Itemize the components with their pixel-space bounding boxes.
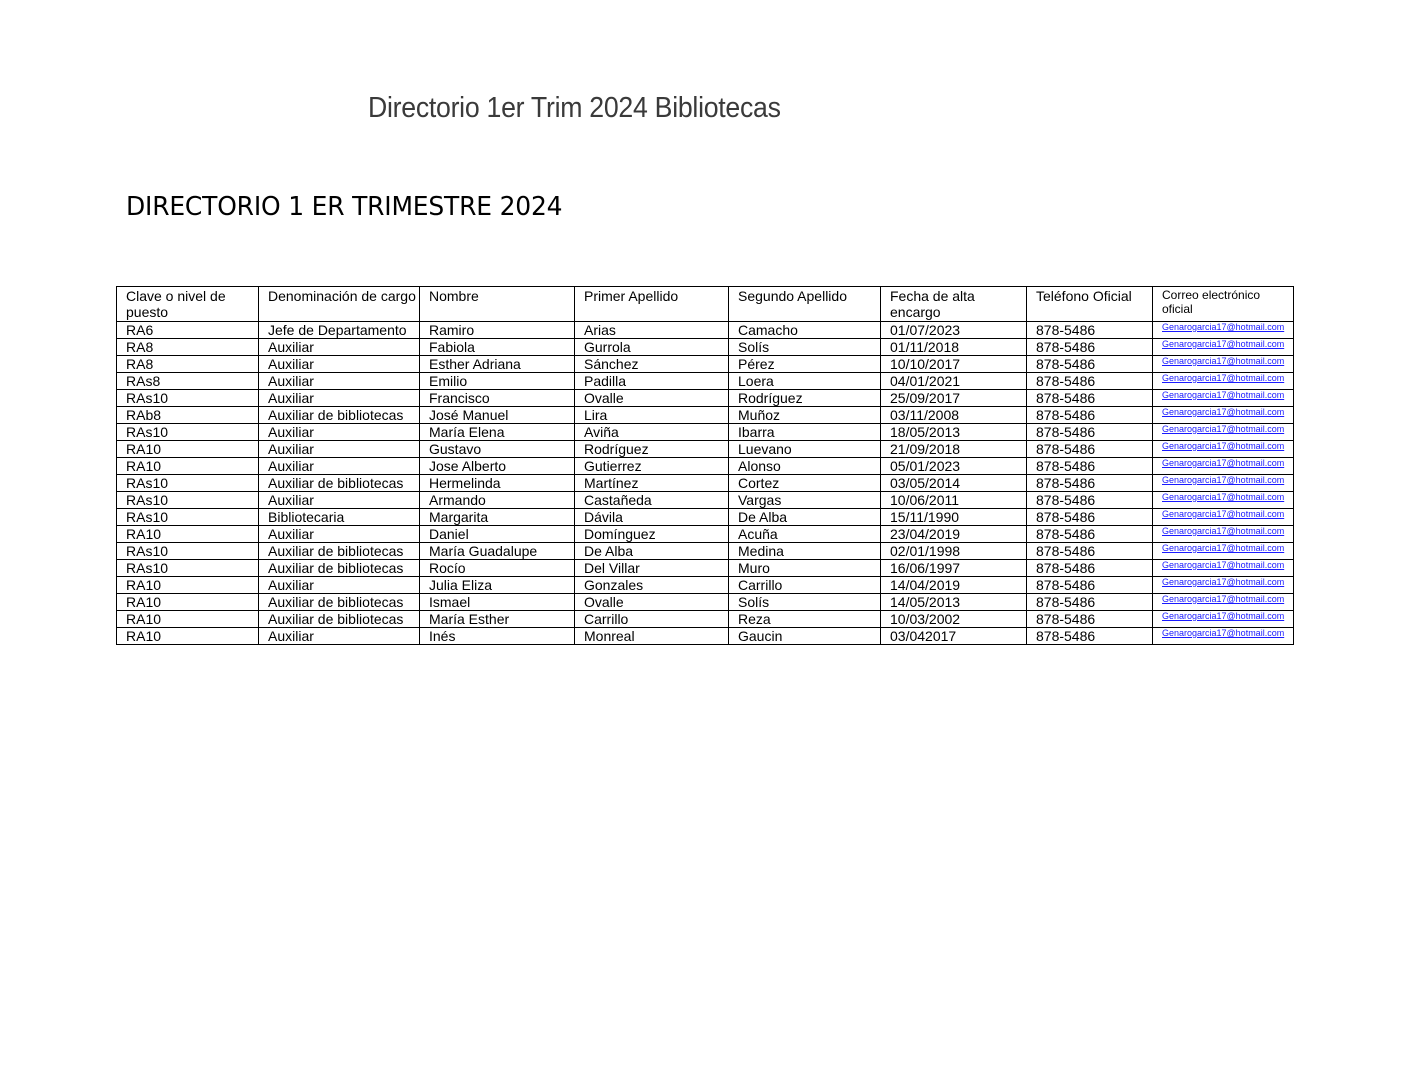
cell-primer-apellido: Carrillo <box>575 611 729 628</box>
cell-nombre: Francisco <box>420 390 575 407</box>
cell-fecha-alta: 10/10/2017 <box>881 356 1027 373</box>
document-title: Directorio 1er Trim 2024 Bibliotecas <box>368 92 781 124</box>
table-row <box>117 373 1294 390</box>
cell-segundo-apellido: Vargas <box>729 492 881 509</box>
email-link[interactable]: Genarogarcia17@hotmail.com <box>1153 458 1294 475</box>
cell-fecha-alta: 03/11/2008 <box>881 407 1027 424</box>
cell-telefono: 878-5486 <box>1027 560 1153 577</box>
table-row <box>117 628 1294 645</box>
cell-segundo-apellido: Pérez <box>729 356 881 373</box>
cell-nombre: Fabiola <box>420 339 575 356</box>
cell-clave: RAs10 <box>117 390 259 407</box>
cell-clave: RA10 <box>117 628 259 645</box>
cell-primer-apellido: Aviña <box>575 424 729 441</box>
cell-clave: RAs10 <box>117 509 259 526</box>
cell-telefono: 878-5486 <box>1027 356 1153 373</box>
cell-denominacion: Auxiliar <box>259 577 420 594</box>
cell-primer-apellido: Del Villar <box>575 560 729 577</box>
table-row <box>117 509 1294 526</box>
cell-segundo-apellido: Rodríguez <box>729 390 881 407</box>
cell-telefono: 878-5486 <box>1027 424 1153 441</box>
cell-segundo-apellido: Muro <box>729 560 881 577</box>
cell-telefono: 878-5486 <box>1027 492 1153 509</box>
cell-clave: RAs10 <box>117 543 259 560</box>
header-nombre: Nombre <box>420 287 575 322</box>
table-row <box>117 560 1294 577</box>
email-link[interactable]: Genarogarcia17@hotmail.com <box>1153 390 1294 407</box>
cell-primer-apellido: Castañeda <box>575 492 729 509</box>
cell-segundo-apellido: Acuña <box>729 526 881 543</box>
cell-telefono: 878-5486 <box>1027 509 1153 526</box>
cell-primer-apellido: Arias <box>575 322 729 339</box>
cell-fecha-alta: 23/04/2019 <box>881 526 1027 543</box>
email-link[interactable]: Genarogarcia17@hotmail.com <box>1153 373 1294 390</box>
cell-fecha-alta: 14/04/2019 <box>881 577 1027 594</box>
cell-primer-apellido: Gutierrez <box>575 458 729 475</box>
header-correo: Correo electrónico oficial <box>1153 287 1294 322</box>
cell-nombre: Emilio <box>420 373 575 390</box>
cell-fecha-alta: 03/042017 <box>881 628 1027 645</box>
cell-nombre: Esther Adriana <box>420 356 575 373</box>
cell-denominacion: Auxiliar <box>259 441 420 458</box>
email-link[interactable]: Genarogarcia17@hotmail.com <box>1153 509 1294 526</box>
header-telefono: Teléfono Oficial <box>1027 287 1153 322</box>
email-link[interactable]: Genarogarcia17@hotmail.com <box>1153 407 1294 424</box>
cell-denominacion: Auxiliar de bibliotecas <box>259 475 420 492</box>
table-row <box>117 407 1294 424</box>
cell-clave: RAs10 <box>117 424 259 441</box>
cell-nombre: Margarita <box>420 509 575 526</box>
cell-primer-apellido: Ovalle <box>575 390 729 407</box>
cell-denominacion: Auxiliar <box>259 356 420 373</box>
cell-clave: RAs10 <box>117 492 259 509</box>
cell-nombre: Inés <box>420 628 575 645</box>
cell-primer-apellido: Gonzales <box>575 577 729 594</box>
cell-denominacion: Auxiliar de bibliotecas <box>259 543 420 560</box>
cell-denominacion: Auxiliar <box>259 628 420 645</box>
header-clave: Clave o nivel de puesto <box>117 287 259 322</box>
cell-telefono: 878-5486 <box>1027 475 1153 492</box>
header-fecha-alta: Fecha de alta encargo <box>881 287 1027 322</box>
table-row <box>117 424 1294 441</box>
cell-fecha-alta: 15/11/1990 <box>881 509 1027 526</box>
table-row <box>117 611 1294 628</box>
cell-clave: RA10 <box>117 594 259 611</box>
cell-fecha-alta: 02/01/1998 <box>881 543 1027 560</box>
cell-nombre: Ismael <box>420 594 575 611</box>
cell-nombre: Hermelinda <box>420 475 575 492</box>
cell-denominacion: Auxiliar <box>259 526 420 543</box>
cell-fecha-alta: 21/09/2018 <box>881 441 1027 458</box>
header-denominacion: Denominación de cargo <box>259 287 420 322</box>
email-link[interactable]: Genarogarcia17@hotmail.com <box>1153 594 1294 611</box>
cell-clave: RAs10 <box>117 560 259 577</box>
cell-fecha-alta: 14/05/2013 <box>881 594 1027 611</box>
table-row <box>117 594 1294 611</box>
cell-segundo-apellido: Reza <box>729 611 881 628</box>
cell-denominacion: Jefe de Departamento <box>259 322 420 339</box>
header-primer-apellido: Primer Apellido <box>575 287 729 322</box>
cell-segundo-apellido: Carrillo <box>729 577 881 594</box>
cell-telefono: 878-5486 <box>1027 577 1153 594</box>
cell-telefono: 878-5486 <box>1027 611 1153 628</box>
cell-telefono: 878-5486 <box>1027 441 1153 458</box>
cell-nombre: María Guadalupe <box>420 543 575 560</box>
cell-primer-apellido: Ovalle <box>575 594 729 611</box>
cell-fecha-alta: 05/01/2023 <box>881 458 1027 475</box>
cell-segundo-apellido: De Alba <box>729 509 881 526</box>
cell-telefono: 878-5486 <box>1027 390 1153 407</box>
cell-fecha-alta: 01/11/2018 <box>881 339 1027 356</box>
cell-denominacion: Auxiliar <box>259 492 420 509</box>
cell-segundo-apellido: Muñoz <box>729 407 881 424</box>
cell-denominacion: Auxiliar <box>259 339 420 356</box>
directory-table <box>116 286 1294 645</box>
cell-primer-apellido: Rodríguez <box>575 441 729 458</box>
cell-nombre: Gustavo <box>420 441 575 458</box>
cell-primer-apellido: De Alba <box>575 543 729 560</box>
cell-clave: RA10 <box>117 577 259 594</box>
cell-telefono: 878-5486 <box>1027 526 1153 543</box>
cell-clave: RA10 <box>117 458 259 475</box>
cell-nombre: Daniel <box>420 526 575 543</box>
cell-fecha-alta: 16/06/1997 <box>881 560 1027 577</box>
cell-segundo-apellido: Gaucin <box>729 628 881 645</box>
cell-telefono: 878-5486 <box>1027 407 1153 424</box>
email-link[interactable]: Genarogarcia17@hotmail.com <box>1153 475 1294 492</box>
cell-segundo-apellido: Solís <box>729 594 881 611</box>
cell-denominacion: Auxiliar <box>259 390 420 407</box>
email-link[interactable]: Genarogarcia17@hotmail.com <box>1153 611 1294 628</box>
cell-primer-apellido: Dávila <box>575 509 729 526</box>
cell-primer-apellido: Domínguez <box>575 526 729 543</box>
cell-segundo-apellido: Solís <box>729 339 881 356</box>
cell-primer-apellido: Monreal <box>575 628 729 645</box>
cell-nombre: José Manuel <box>420 407 575 424</box>
cell-primer-apellido: Sánchez <box>575 356 729 373</box>
cell-clave: RAb8 <box>117 407 259 424</box>
cell-clave: RA10 <box>117 611 259 628</box>
cell-clave: RA6 <box>117 322 259 339</box>
header-segundo-apellido: Segundo Apellido <box>729 287 881 322</box>
cell-clave: RA8 <box>117 356 259 373</box>
cell-primer-apellido: Martínez <box>575 475 729 492</box>
cell-nombre: Armando <box>420 492 575 509</box>
cell-telefono: 878-5486 <box>1027 458 1153 475</box>
cell-clave: RAs10 <box>117 475 259 492</box>
table-row <box>117 339 1294 356</box>
section-heading: DIRECTORIO 1 ER TRIMESTRE 2024 <box>126 192 563 222</box>
email-link[interactable]: Genarogarcia17@hotmail.com <box>1153 441 1294 458</box>
table-row <box>117 356 1294 373</box>
cell-primer-apellido: Lira <box>575 407 729 424</box>
cell-denominacion: Auxiliar <box>259 373 420 390</box>
email-link[interactable]: Genarogarcia17@hotmail.com <box>1153 543 1294 560</box>
table-row <box>117 577 1294 594</box>
cell-segundo-apellido: Cortez <box>729 475 881 492</box>
cell-fecha-alta: 04/01/2021 <box>881 373 1027 390</box>
cell-nombre: Ramiro <box>420 322 575 339</box>
cell-fecha-alta: 01/07/2023 <box>881 322 1027 339</box>
cell-telefono: 878-5486 <box>1027 594 1153 611</box>
cell-primer-apellido: Padilla <box>575 373 729 390</box>
cell-segundo-apellido: Camacho <box>729 322 881 339</box>
cell-clave: RAs8 <box>117 373 259 390</box>
cell-clave: RA8 <box>117 339 259 356</box>
cell-denominacion: Auxiliar de bibliotecas <box>259 611 420 628</box>
cell-fecha-alta: 10/03/2002 <box>881 611 1027 628</box>
cell-denominacion: Auxiliar de bibliotecas <box>259 407 420 424</box>
cell-clave: RA10 <box>117 526 259 543</box>
cell-telefono: 878-5486 <box>1027 339 1153 356</box>
cell-nombre: Jose Alberto <box>420 458 575 475</box>
email-link[interactable]: Genarogarcia17@hotmail.com <box>1153 322 1294 339</box>
table-row <box>117 492 1294 509</box>
cell-segundo-apellido: Medina <box>729 543 881 560</box>
table-row <box>117 526 1294 543</box>
email-link[interactable]: Genarogarcia17@hotmail.com <box>1153 356 1294 373</box>
cell-nombre: Julia Eliza <box>420 577 575 594</box>
cell-telefono: 878-5486 <box>1027 628 1153 645</box>
table-row <box>117 458 1294 475</box>
cell-fecha-alta: 10/06/2011 <box>881 492 1027 509</box>
cell-telefono: 878-5486 <box>1027 373 1153 390</box>
cell-nombre: María Elena <box>420 424 575 441</box>
cell-fecha-alta: 03/05/2014 <box>881 475 1027 492</box>
cell-segundo-apellido: Ibarra <box>729 424 881 441</box>
cell-segundo-apellido: Loera <box>729 373 881 390</box>
table-row <box>117 390 1294 407</box>
email-link[interactable]: Genarogarcia17@hotmail.com <box>1153 628 1294 645</box>
cell-nombre: María Esther <box>420 611 575 628</box>
table-row <box>117 322 1294 339</box>
email-link[interactable]: Genarogarcia17@hotmail.com <box>1153 492 1294 509</box>
email-link[interactable]: Genarogarcia17@hotmail.com <box>1153 560 1294 577</box>
cell-denominacion: Auxiliar <box>259 424 420 441</box>
email-link[interactable]: Genarogarcia17@hotmail.com <box>1153 526 1294 543</box>
cell-denominacion: Auxiliar de bibliotecas <box>259 594 420 611</box>
email-link[interactable]: Genarogarcia17@hotmail.com <box>1153 577 1294 594</box>
cell-denominacion: Auxiliar de bibliotecas <box>259 560 420 577</box>
email-link[interactable]: Genarogarcia17@hotmail.com <box>1153 424 1294 441</box>
cell-telefono: 878-5486 <box>1027 543 1153 560</box>
table-row <box>117 475 1294 492</box>
cell-telefono: 878-5486 <box>1027 322 1153 339</box>
table-body <box>117 322 1294 645</box>
table-row <box>117 543 1294 560</box>
cell-fecha-alta: 18/05/2013 <box>881 424 1027 441</box>
cell-denominacion: Auxiliar <box>259 458 420 475</box>
cell-clave: RA10 <box>117 441 259 458</box>
table-row <box>117 441 1294 458</box>
cell-segundo-apellido: Luevano <box>729 441 881 458</box>
cell-primer-apellido: Gurrola <box>575 339 729 356</box>
cell-fecha-alta: 25/09/2017 <box>881 390 1027 407</box>
email-link[interactable]: Genarogarcia17@hotmail.com <box>1153 339 1294 356</box>
cell-segundo-apellido: Alonso <box>729 458 881 475</box>
cell-denominacion: Bibliotecaria <box>259 509 420 526</box>
cell-nombre: Rocío <box>420 560 575 577</box>
table-header-row <box>117 287 1294 322</box>
